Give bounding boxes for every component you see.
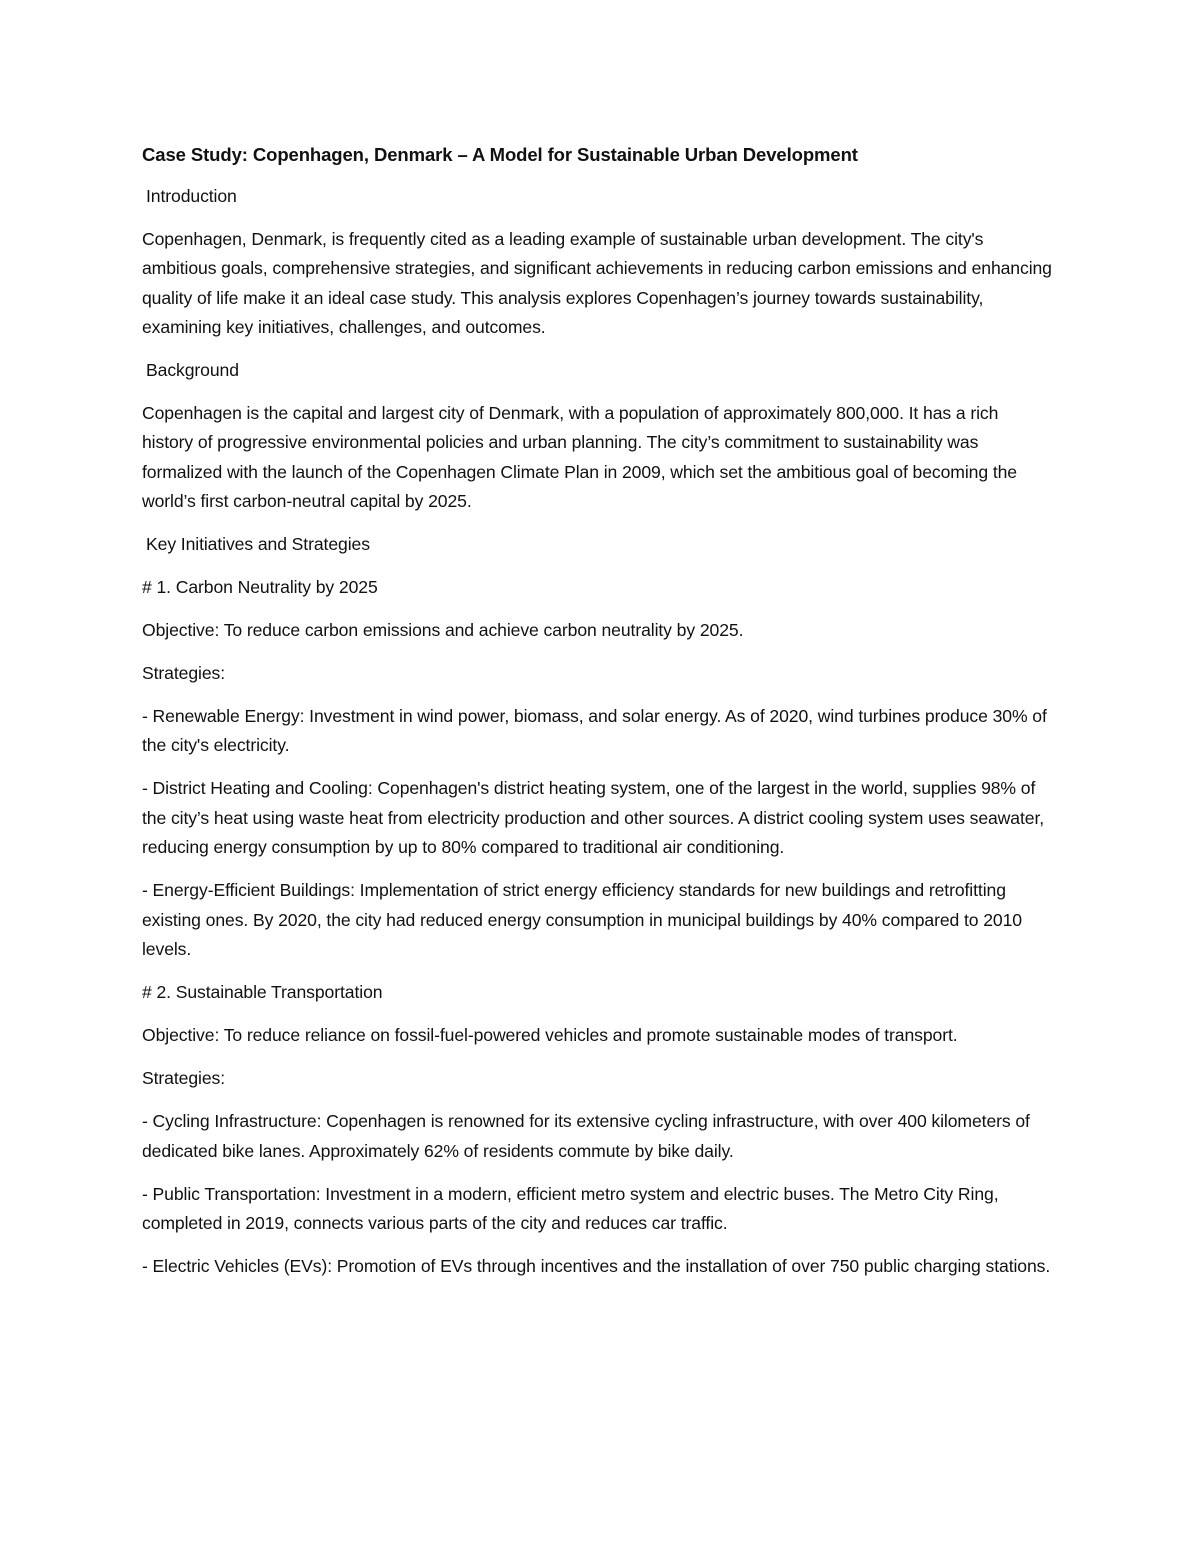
strategy-district-heating: - District Heating and Cooling: Copenhagen's district heating system, one of the largest in the world, supplies 98% of the city’s heat using waste heat from electricity production and other sources. A district cooling system uses seawater, reducing energy consumption by up to 80% compared to traditional air conditioning.	[142, 778, 1045, 857]
section-1-strategies-label: Strategies:	[142, 662, 226, 683]
section-2-objective: Objective: To reduce reliance on fossil-fuel-powered vehicles and promote sustainable modes of transport.	[142, 1025, 958, 1045]
document-body	[142, 140, 1052, 1295]
introduction-heading: Introduction	[146, 186, 237, 206]
section-2-strategies-label: Strategies:	[142, 1068, 226, 1088]
strategy-electric-vehicles: - Electric Vehicles (EVs): Promotion of EVs through incentives and the installation of over 750 public charging stations.	[142, 1256, 1051, 1276]
section-1-objective: Objective: To reduce carbon emissions and achieve carbon neutrality by 2025.	[142, 619, 744, 640]
section-2-heading: # 2. Sustainable Transportation	[142, 982, 383, 1002]
strategy-cycling-infrastructure: - Cycling Infrastructure: Copenhagen is renowned for its extensive cycling infrastructure, with over 400 kilometers of dedicated bike lanes. Approximately 62% of residents commute by bike daily.	[142, 1111, 1030, 1161]
strategy-public-transportation: - Public Transportation: Investment in a modern, efficient metro system and electric buses. The Metro City Ring, completed in 2019, connects various parts of the city and reduces car traffic.	[142, 1183, 999, 1233]
background-heading: Background	[146, 360, 239, 380]
introduction-paragraph: Copenhagen, Denmark, is frequently cited as a leading example of sustainable urban development. The city's ambitious goals, comprehensive strategies, and significant achievements in reducing carbon emissions and enhancing quality of life make it an ideal case study. This analysis explores Copenhagen’s journey towards sustainability, examining key initiatives, challenges, and outcomes.	[142, 228, 1052, 337]
document-title: Case Study: Copenhagen, Denmark – A Model for Sustainable Urban Development	[142, 144, 858, 165]
strategy-energy-efficient-buildings: - Energy-Efficient Buildings: Implementation of strict energy efficiency standards for new buildings and retrofitting existing ones. By 2020, the city had reduced energy consumption in municipal buildings by 40% compared to 2010 levels.	[142, 880, 1022, 959]
strategy-renewable-energy: - Renewable Energy: Investment in wind power, biomass, and solar energy. As of 2020, wind turbines produce 30% of the city's electricity.	[142, 705, 1047, 755]
section-1-heading: # 1. Carbon Neutrality by 2025	[142, 576, 378, 597]
background-paragraph: Copenhagen is the capital and largest city of Denmark, with a population of approximately 800,000. It has a rich history of progressive environmental policies and urban planning. The city’s commitment to sustainability was formalized with the launch of the Copenhagen Climate Plan in 2009, which set the ambitious goal of becoming the world’s first carbon-neutral capital by 2025.	[142, 402, 1017, 511]
initiatives-heading: Key Initiatives and Strategies	[146, 534, 370, 554]
